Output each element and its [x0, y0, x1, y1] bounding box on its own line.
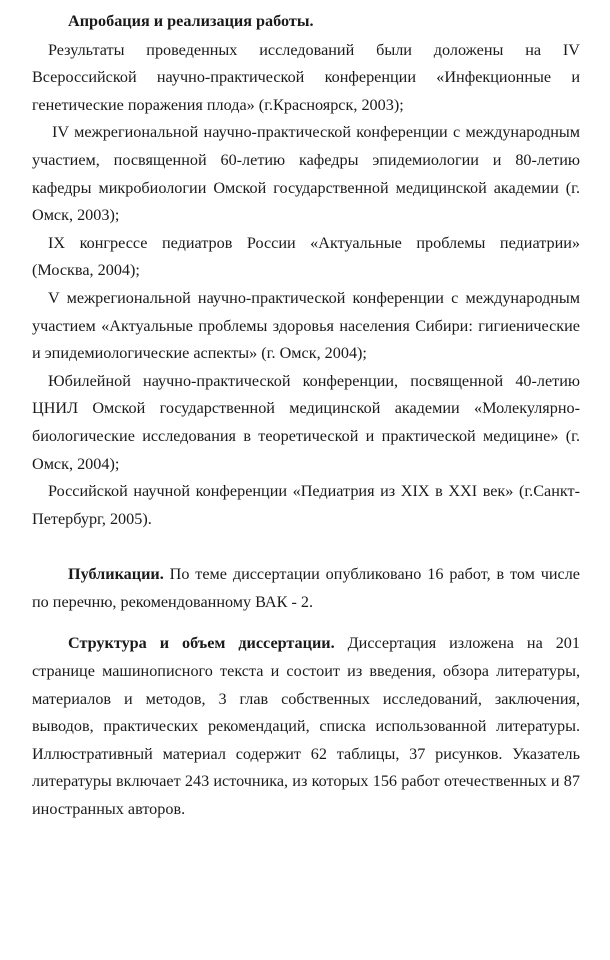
approbation-paragraph-2: IV межрегиональной научно-практической конференции с международным участием, посвященной 60-летию кафедры эпидемиологии и 80-летию кафедры микробиологии Омской государственной медицинской академии (г. Омск, 2003);: [32, 123, 580, 225]
approbation-paragraph-3: IX конгрессе педиатров России «Актуальные проблемы педиатрии» (Москва, 2004);: [32, 233, 580, 280]
approbation-paragraph-1: Результаты проведенных исследований были доложены на IV Всероссийской научно-практической конференции «Инфекционные и генетические поражения плода» (г.Красноярск, 2003);: [32, 40, 580, 114]
approbation-heading: Апробация и реализация работы.: [68, 12, 314, 30]
section-spacer-2: [32, 616, 580, 630]
approbation-paragraph-5: Юбилейной научно-практической конференции, посвященной 40-летию ЦНИЛ Омской государственной медицинской академии «Молекулярно-биологические исследования в теоретической и практической медицине» (г. Омск, 2004);: [32, 371, 580, 473]
structure-heading: Структура и объем диссертации.: [68, 634, 335, 653]
publications-heading: Публикации.: [68, 565, 164, 584]
structure-paragraph: [32, 630, 580, 823]
approbation-paragraph-4: V межрегиональной научно-практической конференции с международным участием «Актуальные проблемы здоровья населения Сибири: гигиенические и эпидемиологические аспекты» (г. Омск, 2004);: [32, 288, 580, 363]
publications-text: По теме диссертации опубликовано 16 работ, в том числе по перечню, рекомендованному ВАК - 2.: [32, 565, 580, 611]
publications-paragraph: [32, 561, 580, 616]
section-spacer: [32, 533, 580, 561]
approbation-paragraph-6: Российской научной конференции «Педиатрия из XIX в XXI век» (г.Санкт-Петербург, 2005).: [32, 482, 580, 528]
structure-text: Диссертация изложена на 201 странице машинописного текста и состоит из введения, обзора литературы, материалов и методов, 3 глав собственных исследований, заключения, выводов, практических рекомендаций, списка использованной литературы. Иллюстративный материал содержит 62 таблицы, 37 рисунков. Указатель литературы включает 243 источника, из которых 156 работ отечественных и 87 иностранных авторов.: [32, 634, 580, 819]
